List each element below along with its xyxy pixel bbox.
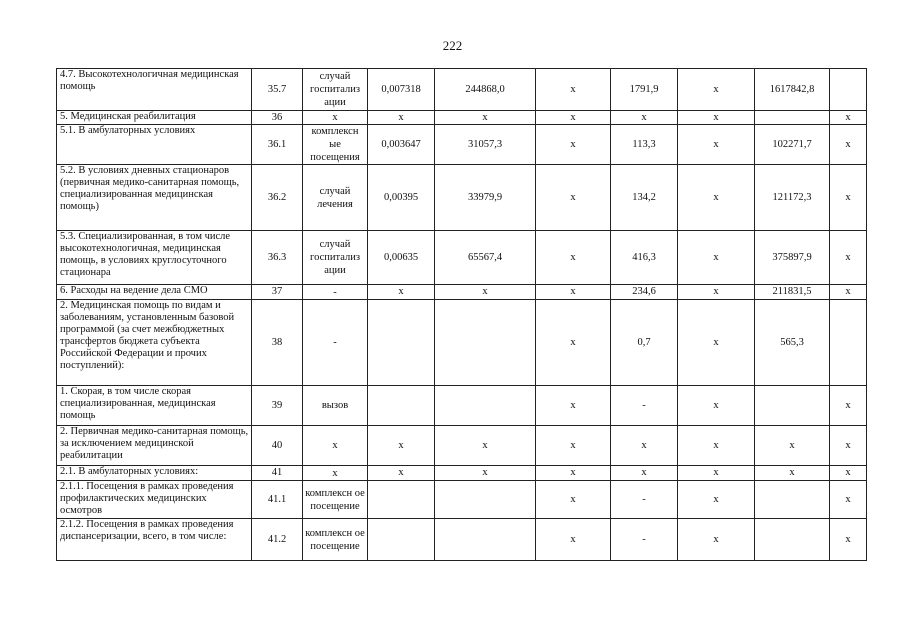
table-row [57, 300, 867, 386]
row-col6-cell: х [536, 481, 611, 519]
row-cost-cell: 244868,0 [435, 69, 536, 111]
row-cost-cell [435, 386, 536, 426]
row-norm-cell: х [368, 426, 435, 466]
row-col8-cell: х [678, 69, 755, 111]
row-cost-cell [435, 519, 536, 561]
row-name-cell: 5.1. В амбулаторных условиях [57, 125, 252, 165]
row-unit-cell: - [303, 285, 368, 300]
row-unit-cell: х [303, 111, 368, 125]
page-number: 222 [442, 38, 463, 53]
row-name-cell: 2. Первичная медико-санитарная помощь, за исключением медицинской реабилитации [57, 426, 252, 466]
row-col10-cell: х [830, 111, 867, 125]
row-col6-cell: х [536, 386, 611, 426]
row-norm-cell [368, 481, 435, 519]
row-code-cell: 40 [252, 426, 303, 466]
row-col8-cell: х [678, 519, 755, 561]
row-col7-cell: 1791,9 [611, 69, 678, 111]
row-name-cell: 5. Медицинская реабилитация [57, 111, 252, 125]
table-row [57, 231, 867, 285]
row-code-cell: 36.1 [252, 125, 303, 165]
row-col9-cell [755, 519, 830, 561]
row-code-cell: 36 [252, 111, 303, 125]
row-col9-cell: 375897,9 [755, 231, 830, 285]
row-col8-cell: х [678, 231, 755, 285]
row-cost-cell: 65567,4 [435, 231, 536, 285]
row-col7-cell: 234,6 [611, 285, 678, 300]
row-norm-cell: х [368, 111, 435, 125]
row-norm-cell: 0,00635 [368, 231, 435, 285]
row-col7-cell: 113,3 [611, 125, 678, 165]
row-col10-cell: х [830, 125, 867, 165]
row-col8-cell: х [678, 426, 755, 466]
row-name-cell: 2.1. В амбулаторных условиях: [57, 466, 252, 481]
table-row [57, 69, 867, 111]
row-col7-cell: х [611, 426, 678, 466]
row-unit-cell: случай госпитализ ации [303, 69, 368, 111]
row-name-cell: 2.1.1. Посещения в рамках проведения профилактических медицинских осмотров [57, 481, 252, 519]
row-col6-cell: х [536, 519, 611, 561]
row-col7-cell: - [611, 519, 678, 561]
row-code-cell: 41 [252, 466, 303, 481]
table-row [57, 466, 867, 481]
row-col8-cell: х [678, 300, 755, 386]
row-name-cell: 6. Расходы на ведение дела СМО [57, 285, 252, 300]
row-col6-cell: х [536, 231, 611, 285]
row-col10-cell: х [830, 481, 867, 519]
row-norm-cell [368, 300, 435, 386]
row-col9-cell [755, 481, 830, 519]
row-col8-cell: х [678, 165, 755, 231]
row-col6-cell: х [536, 285, 611, 300]
row-col8-cell: х [678, 481, 755, 519]
row-unit-cell: комплексн ое посещение [303, 481, 368, 519]
row-col8-cell: х [678, 125, 755, 165]
row-name-cell: 1. Скорая, в том числе скорая специализированная, медицинская помощь [57, 386, 252, 426]
row-col10-cell: х [830, 426, 867, 466]
row-unit-cell: случай госпитализ ации [303, 231, 368, 285]
row-col8-cell: х [678, 285, 755, 300]
row-norm-cell: 0,00395 [368, 165, 435, 231]
row-norm-cell: 0,003647 [368, 125, 435, 165]
row-col9-cell: 102271,7 [755, 125, 830, 165]
row-unit-cell: вызов [303, 386, 368, 426]
row-col9-cell: х [755, 426, 830, 466]
row-unit-cell: комплексн ое посещение [303, 519, 368, 561]
row-col6-cell: х [536, 165, 611, 231]
row-col9-cell: х [755, 466, 830, 481]
row-code-cell: 41.2 [252, 519, 303, 561]
row-name-cell: 2.1.2. Посещения в рамках проведения диспансеризации, всего, в том числе: [57, 519, 252, 561]
row-cost-cell: х [435, 285, 536, 300]
row-code-cell: 39 [252, 386, 303, 426]
data-table [56, 68, 867, 561]
row-col7-cell: х [611, 111, 678, 125]
row-cost-cell: х [435, 111, 536, 125]
row-norm-cell: 0,007318 [368, 69, 435, 111]
table-row [57, 481, 867, 519]
table-row [57, 426, 867, 466]
row-col8-cell: х [678, 466, 755, 481]
row-code-cell: 35.7 [252, 69, 303, 111]
row-col6-cell: х [536, 69, 611, 111]
row-code-cell: 41.1 [252, 481, 303, 519]
row-col7-cell: 0,7 [611, 300, 678, 386]
row-col8-cell: х [678, 386, 755, 426]
row-col6-cell: х [536, 426, 611, 466]
row-cost-cell [435, 481, 536, 519]
row-col10-cell: х [830, 231, 867, 285]
row-unit-cell: случай лечения [303, 165, 368, 231]
table-row [57, 165, 867, 231]
table-row [57, 519, 867, 561]
row-unit-cell: х [303, 426, 368, 466]
row-col9-cell: 565,3 [755, 300, 830, 386]
row-unit-cell: - [303, 300, 368, 386]
row-norm-cell: х [368, 466, 435, 481]
row-norm-cell [368, 519, 435, 561]
row-col10-cell: х [830, 165, 867, 231]
row-col7-cell: 416,3 [611, 231, 678, 285]
row-col8-cell: х [678, 111, 755, 125]
row-name-cell: 5.3. Специализированная, в том числе высокотехнологичная, медицинская помощь, в условиях круглосуточного стационара [57, 231, 252, 285]
row-name-cell: 5.2. В условиях дневных стационаров (первичная медико-санитарная помощь, специализированная медицинская помощь) [57, 165, 252, 231]
row-col7-cell: - [611, 481, 678, 519]
row-col10-cell [830, 300, 867, 386]
row-unit-cell: комплексн ые посещения [303, 125, 368, 165]
row-col10-cell [830, 69, 867, 111]
row-cost-cell: х [435, 466, 536, 481]
row-col9-cell: 1617842,8 [755, 69, 830, 111]
row-cost-cell [435, 300, 536, 386]
row-norm-cell: х [368, 285, 435, 300]
row-col10-cell: х [830, 386, 867, 426]
table-row [57, 386, 867, 426]
row-col6-cell: х [536, 111, 611, 125]
row-name-cell: 2. Медицинская помощь по видам и заболеваниям, установленным базовой программой (за счет межбюджетных трансфертов бюджета субъекта Российской Федерации и прочих поступлений): [57, 300, 252, 386]
row-name-cell: 4.7. Высокотехнологичная медицинская помощь [57, 69, 252, 111]
table-row [57, 285, 867, 300]
row-code-cell: 36.2 [252, 165, 303, 231]
row-col9-cell: 211831,5 [755, 285, 830, 300]
row-col7-cell: - [611, 386, 678, 426]
row-code-cell: 37 [252, 285, 303, 300]
row-unit-cell: х [303, 466, 368, 481]
row-col9-cell [755, 111, 830, 125]
row-col6-cell: х [536, 300, 611, 386]
row-col10-cell: х [830, 519, 867, 561]
row-col10-cell: х [830, 285, 867, 300]
row-code-cell: 36.3 [252, 231, 303, 285]
row-col10-cell: х [830, 466, 867, 481]
row-cost-cell: 31057,3 [435, 125, 536, 165]
row-col7-cell: 134,2 [611, 165, 678, 231]
table-row [57, 111, 867, 125]
row-cost-cell: 33979,9 [435, 165, 536, 231]
row-col6-cell: х [536, 466, 611, 481]
row-col9-cell: 121172,3 [755, 165, 830, 231]
table-row [57, 125, 867, 165]
row-norm-cell [368, 386, 435, 426]
row-code-cell: 38 [252, 300, 303, 386]
row-cost-cell: х [435, 426, 536, 466]
row-col9-cell [755, 386, 830, 426]
row-col7-cell: х [611, 466, 678, 481]
row-col6-cell: х [536, 125, 611, 165]
